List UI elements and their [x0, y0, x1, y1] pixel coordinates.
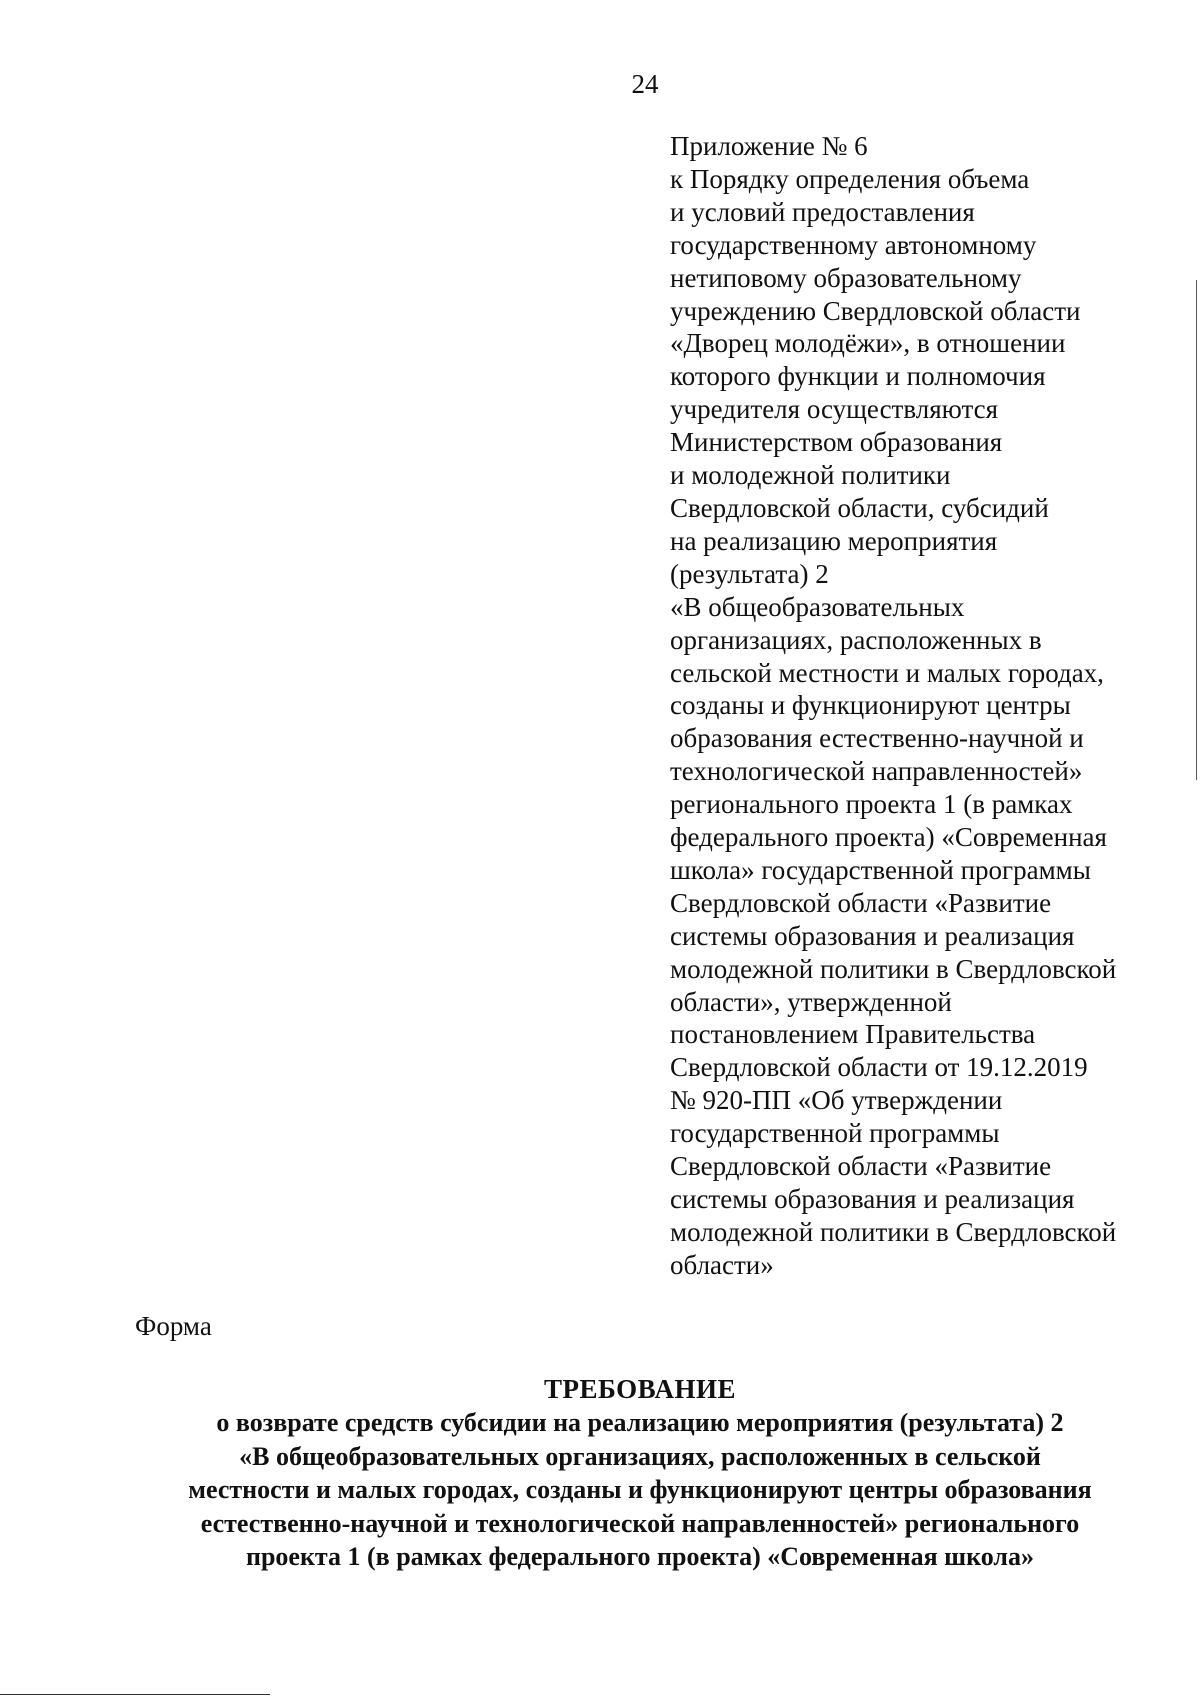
appendix-line: «Дворец молодёжи», в отношении — [670, 328, 1066, 359]
appendix-line: области» — [670, 1249, 774, 1280]
appendix-line: организациях, расположенных в — [670, 624, 1042, 655]
appendix-line: которого функции и полномочия — [670, 361, 1046, 392]
appendix-line: Министерством образования — [670, 427, 1003, 458]
document-subtitle-line: естественно-научной и технологической направленностей» регионального — [200, 1508, 1080, 1538]
document-heading — [110, 1372, 1170, 1574]
appendix-line: образования естественно-научной и — [670, 723, 1084, 754]
appendix-line: к Порядку определения объема — [670, 163, 1030, 194]
appendix-line: учреждению Свердловской области — [670, 295, 1081, 326]
appendix-line: «В общеобразовательных — [670, 591, 965, 622]
appendix-line: постановлением Правительства — [670, 1019, 1036, 1050]
appendix-line: сельской местности и малых городах, — [670, 657, 1104, 688]
appendix-line: (результата) 2 — [670, 558, 829, 589]
footer-rule — [0, 1694, 270, 1696]
document-subtitle-line: о возврате средств субсидии на реализацию мероприятия (результата) 2 — [216, 1408, 1064, 1437]
document-subtitle-line: «В общеобразовательных организациях, расположенных в сельской — [239, 1441, 1041, 1471]
document-title: ТРЕБОВАНИЕ — [544, 1374, 736, 1404]
appendix-line: технологической направленностей» — [670, 756, 1083, 787]
appendix-line: Свердловской области «Развитие — [670, 1151, 1052, 1182]
appendix-line: области», утвержденной — [670, 986, 952, 1017]
appendix-line: и молодежной политики — [670, 460, 951, 491]
appendix-line: нетиповому образовательному — [670, 262, 1022, 293]
document-subtitle-line: местности и малых городах, созданы и функционируют центры образования — [188, 1475, 1092, 1504]
appendix-line: на реализацию мероприятия — [670, 525, 998, 556]
appendix-line: № 920-ПП «Об утверждении — [670, 1085, 1003, 1116]
appendix-line: регионального проекта 1 (в рамках — [670, 789, 1073, 820]
appendix-line: системы образования и реализация — [670, 1184, 1075, 1214]
scan-edge-mark — [1196, 280, 1198, 780]
appendix-line: Свердловской области «Развитие — [670, 887, 1052, 918]
appendix-line: молодежной политики в Свердловской — [670, 1216, 1117, 1247]
appendix-line: учредителя осуществляются — [670, 394, 998, 425]
appendix-line: Свердловской области, субсидий — [670, 492, 1049, 523]
appendix-line: Свердловской области от 19.12.2019 — [670, 1052, 1088, 1083]
form-label: Форма — [135, 1311, 212, 1341]
page-number: 24 — [631, 69, 659, 99]
appendix-line: и условий предоставления — [670, 196, 975, 227]
appendix-line: государственному автономному — [670, 229, 1037, 260]
appendix-line: Приложение № 6 — [670, 131, 868, 161]
appendix-line: федерального проекта) «Современная — [670, 822, 1107, 853]
appendix-line: молодежной политики в Свердловской — [670, 953, 1117, 984]
appendix-line: созданы и функционируют центры — [670, 690, 1071, 721]
appendix-block — [670, 130, 1175, 1282]
document-subtitle-line: проекта 1 (в рамках федерального проекта) «Современная школа» — [245, 1542, 1035, 1571]
appendix-line: школа» государственной программы — [670, 854, 1091, 885]
appendix-line: государственной программы — [670, 1118, 1000, 1149]
appendix-line: системы образования и реализация — [670, 920, 1075, 951]
